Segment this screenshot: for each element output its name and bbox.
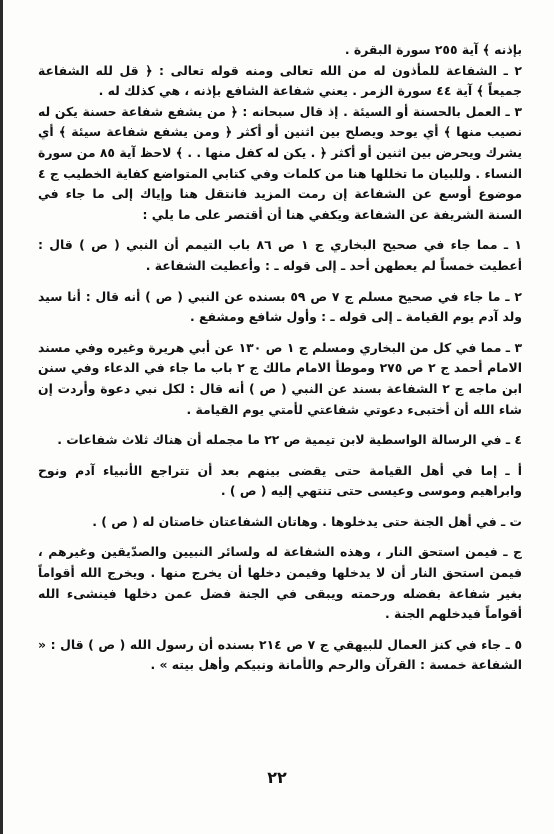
- paragraph-hadith-2: ٢ ـ ما جاء في صحيح مسلم ج ٧ ص ٥٩ بسنده عن النبي ( ص ) أنه قال : أنا سيد ولد آدم يوم القيامة ـ إلى قوله ـ : وأول شافع ومشفع .: [38, 288, 522, 325]
- paragraph-point-2: ٢ ـ الشفاعة للمأذون له من الله تعالى ومنه قوله تعالى : ﴿ قل لله الشفاعة جميعاً ﴾ آية ٤٤ سورة الزمر . يعني شفاعة الشافع بإذنه ، هي كذلك له .: [38, 62, 522, 99]
- paragraph-item-j: ج ـ فيمن استحق النار ، وهذه الشفاعة له ولسائر النبيين والصدّيقين وغيرهم ، فيمن استحق النار أن لا يدخلها وفيمن دخلها أن يخرج منها . ويخرج الله أقواماً بغير شفاعة بفضله ورحمته ويبقى في الجنة فضل عمن دخلها فينشىء الله أقواماً فيدخلهم الجنة .: [38, 544, 522, 622]
- page-body: [38, 40, 522, 676]
- paragraph-item-t: ت ـ في أهل الجنة حتى يدخلوها . وهاتان الشفاعتان خاصتان له ( ص ) .: [92, 513, 522, 529]
- scan-edge: [0, 0, 3, 834]
- paragraph-item-a: أ ـ إما في أهل القيامة حتى يقضى بينهم بعد أن تتراجع الأنبياء آدم ونوح وابراهيم وموسى وعيسى حتى تنتهي إليه ( ص ) .: [38, 462, 522, 499]
- paragraph-hadith-4: ٤ ـ في الرسالة الواسطية لابن تيمية ص ٢٢ ما مجمله أن هناك ثلاث شفاعات .: [57, 432, 522, 448]
- page-number: ٢٢: [267, 768, 287, 787]
- paragraph-hadith-1: ١ ـ مما جاء في صحيح البخاري ج ١ ص ٨٦ باب التيمم أن النبي ( ص ) قال : أعطيت خمساً لم يعطهن أحد ـ إلى قوله ـ : وأعطيت الشفاعة .: [38, 237, 522, 273]
- paragraph-hadith-5: ٥ ـ جاء في كنز العمال للبيهقي ج ٧ ص ٢١٤ بسنده أن رسول الله ( ص ) قال : « الشفاعة خمسة : القرآن والرحم والأمانة ونبيكم وأهل بيته » .: [38, 636, 523, 673]
- paragraph-hadith-3: ٣ ـ مما في كل من البخاري ومسلم ج ١ ص ١٣٠ عن أبي هريرة وغيره وفي مسند الامام أحمد ج ٢ ص ٢٧٥ وموطأ الامام مالك ج ٢ باب ما جاء في الدعاء وفي سنن ابن ماجه ج ٢ الشفاعة بسند عن النبي ( ص ) أنه قال : لكل نبي دعوة وأردت إن شاء الله أن أختبىء دعوتي شفاعتي لأمتي يوم القيامة .: [38, 339, 523, 417]
- paragraph-point-3: ٣ ـ العمل بالحسنة أو السيئة . إذ قال سبحانه : ﴿ من يشفع شفاعة حسنة يكن له نصيب منها ﴾ أي يوحد ويصلح بين اثنين أو أكثر ﴿ ومن يشفع شفاعة سيئة ﴾ أي يشرك ويحرض بين اثنين أو أكثر ﴿ . يكن له كفل منها . . ﴾ لاحظ آية ٨٥ من سورة النساء . وللبيان ما تخللها هنا من كلمات وفي كتابي المتواضع كفاية الخطيب ج ٤ موضوع أوسع عن الشفاعة إن رمت المزيد فانتقل هنا وإياك إلى ما جاء في السنة الشريفة عن الشفاعة ويكفي هنا أن أقتصر على ما يلي :: [38, 103, 522, 222]
- paragraph-continuation: بإذنه ﴾ آية ٢٥٥ سورة البقرة .: [344, 42, 522, 57]
